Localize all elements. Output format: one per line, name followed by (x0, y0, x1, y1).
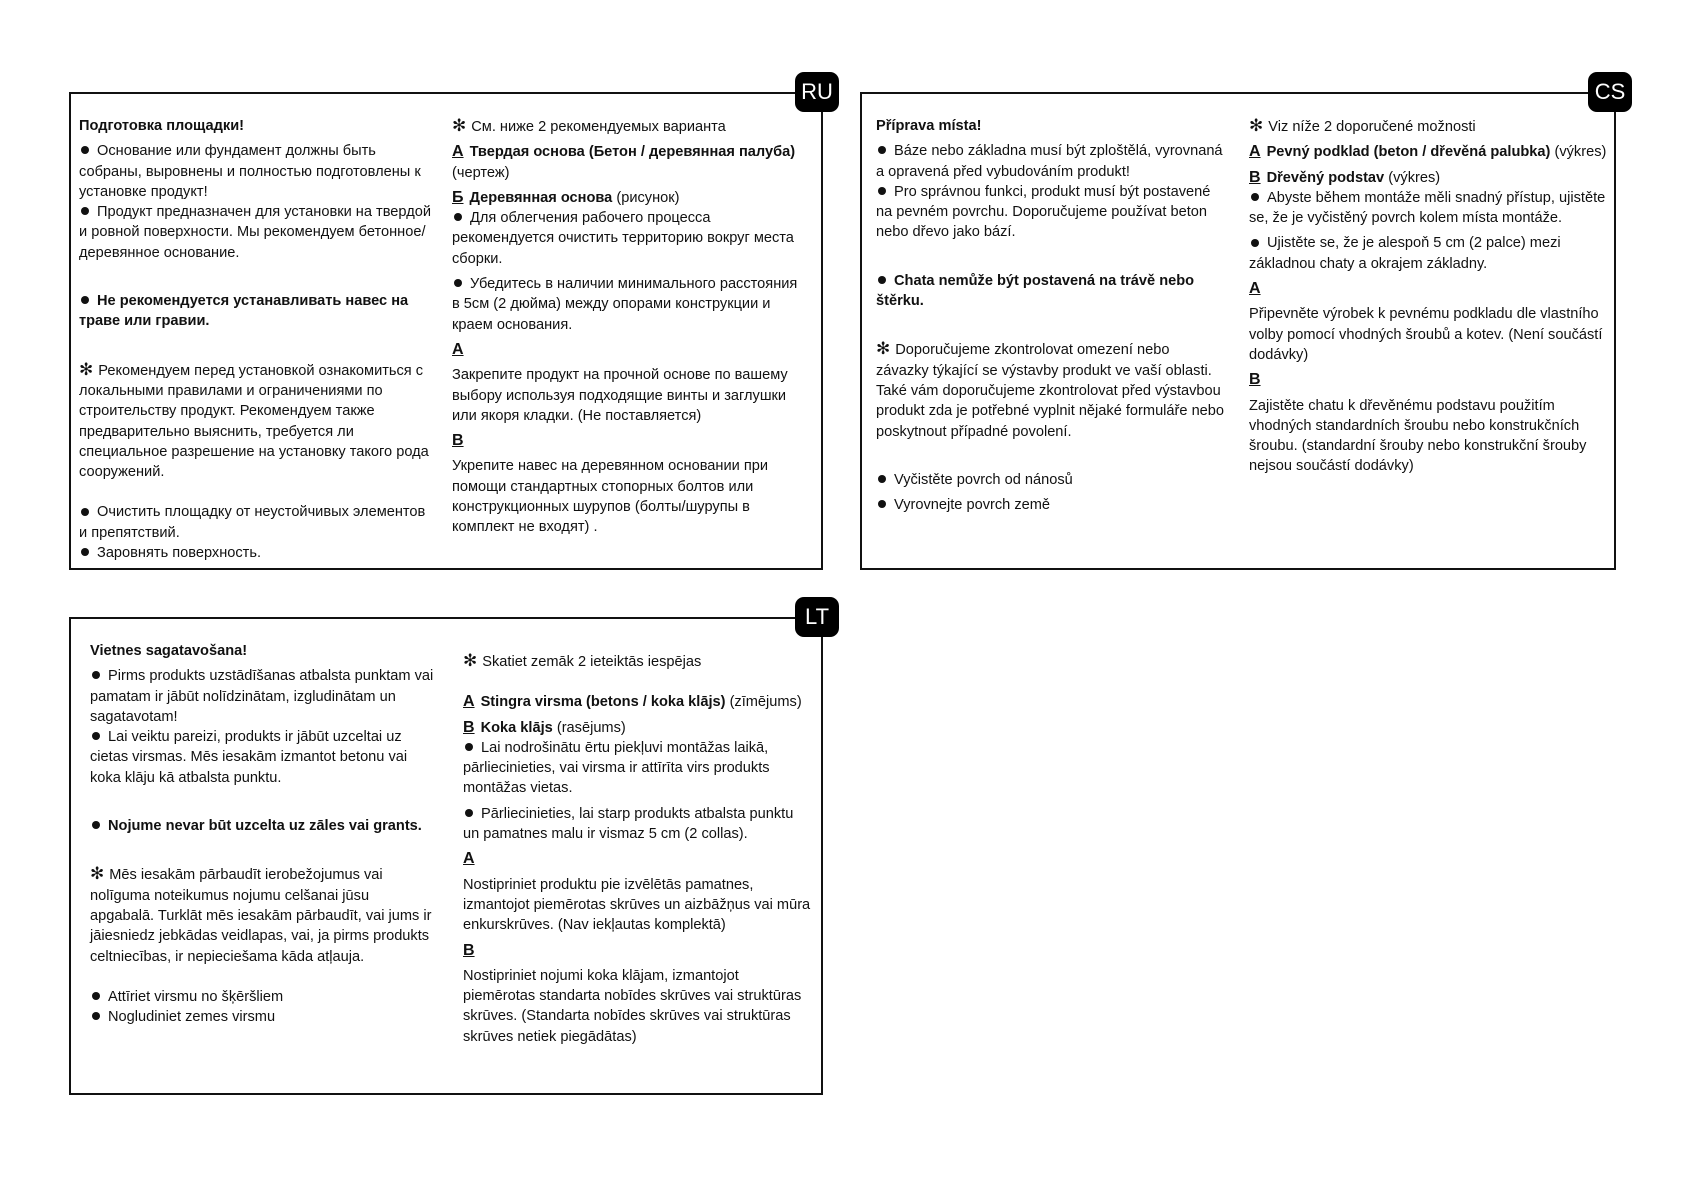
bullet-item: Основание или фундамент должны быть собраны, выровнены и полностью подготовлены к установке продукт! (79, 143, 421, 200)
section-a-heading: A (1249, 280, 1261, 298)
bullet-icon (878, 500, 886, 508)
section-a-heading: A (463, 850, 475, 868)
bullet-item: Pārliecinieties, lai starp produkts atbalsta punktu un pamatnes malu ir vismaz 5 cm (2 collas). (463, 805, 794, 843)
section-b-text: Укрепите навес на деревянном основании при помощи стандартных стопорных болтов или конструкционных шурупов (болты/шурупы в комплект не входят) . (452, 458, 769, 536)
warning-text: Nojume nevar būt uzcelta uz zāles vai grants. (90, 816, 435, 836)
bullet-icon (1251, 193, 1259, 201)
bullet-item: Очистить площадку от неустойчивых элементов и препятствий. (79, 504, 426, 541)
option-b: B Dřevěný podstav (výkres) (1249, 168, 1441, 186)
bullet-item: Abyste během montáže měli snadný přístup, ujistěte se, že je vyčistěný povrch kolem místa montáže. (1249, 189, 1606, 227)
bullet-icon (454, 213, 462, 221)
asterisk-icon: ✻ (876, 339, 891, 359)
option-b: Б Деревянная основа (рисунок) (452, 188, 680, 206)
option-a: A Pevný podklad (beton / dřevěná palubka) (výkres) (1249, 143, 1607, 161)
bullet-item: Убедитесь в наличии минимального расстояния в 5см (2 дюйма) между опорами конструкции и краем основания. (452, 276, 798, 333)
cs-panel (860, 79, 1626, 570)
language-badge: LT (795, 597, 839, 637)
ru-left-column (79, 116, 431, 563)
asterisk-icon: ✻ (452, 116, 467, 135)
bullet-item: Ujistěte se, že je alespoň 5 cm (2 palce) mezi základnou chaty a okrajem základny. (1249, 235, 1561, 272)
warning-text: Не рекомендуется устанавливать навес на траве или гравии. (79, 293, 409, 330)
bullet-item: Báze nebo základna musí být zploštělá, vyrovnaná a opravená před vybudováním produkt! (876, 143, 1223, 180)
warning-text: Chata nemůže být postavená na trávě nebo štěrku. (876, 272, 1195, 310)
lt-left-column (90, 641, 435, 1027)
lt-panel (69, 604, 830, 1095)
section-a-text: Nostipriniet produktu pie izvēlētās pamatnes, izmantojot piemērotas skrūves un aizbāžņus vai mūra enkurskrūves. (Nav iekļautas komplektā) (463, 876, 811, 934)
bullet-icon (878, 475, 886, 483)
bullet-item: Attīriet virsmu no šķēršliem (90, 987, 435, 1007)
bullet-item: Заровнять поверхность. (79, 543, 431, 563)
bullet-item: Lai veiktu pareizi, produkts ir jābūt uzceltai uz cietas virsmas. Mēs iesakām izmantot betonu vai koka klāju kā atbalsta punktu. (90, 729, 408, 786)
bullet-item: Pirms produkts uzstādīšanas atbalsta punktam vai pamatam ir jābūt nolīdzinātam, izgludinātam un sagatavotam! (90, 668, 434, 725)
bullet-icon (878, 187, 886, 195)
star-note: ✻ Doporučujeme zkontrolovat omezení nebo závazky týkající se výstavby produkt ve vaší oblasti. Také vám doporučujeme zkontrolovat před výstavbou produkt zda je potřebné vyplnit nějaké formuláře nebo poskytnout případné povolení. (876, 339, 1225, 440)
section-title: Подготовка площадки! (79, 118, 245, 134)
section-b-heading: B (1249, 371, 1261, 389)
lt-right-column (463, 651, 813, 1047)
bullet-icon (465, 809, 473, 817)
bullet-icon (81, 146, 89, 154)
cs-left-column (876, 116, 1226, 515)
ru-panel (69, 79, 833, 570)
bullet-icon (878, 276, 886, 284)
bullet-icon (81, 508, 89, 516)
bullet-icon (81, 207, 89, 215)
section-a-heading: A (452, 340, 464, 358)
asterisk-icon: ✻ (1249, 116, 1264, 135)
section-b-heading: B (463, 941, 475, 959)
ru-right-column (452, 116, 809, 538)
bullet-item: Для облегчения рабочего процесса рекомендуется очистить территорию вокруг места сборки. (452, 210, 794, 267)
bullet-icon (878, 146, 886, 154)
section-b-text: Nostipriniet nojumi koka klājam, izmantojot piemērotas standarta nobīdes skrūves vai struktūras skrūves. (Standarta nobīdes skrūves vai struktūras skrūves netiek piegādātas) (463, 967, 802, 1045)
bullet-icon (92, 1012, 100, 1020)
bullet-item: Lai nodrošinātu ērtu piekļuvi montāžas laikā, pārliecinieties, vai virsma ir attīrīta virs produkts montāžas vietas. (463, 739, 770, 797)
bullet-item: Nogludiniet zemes virsmu (90, 1007, 435, 1027)
star-note: ✻ Mēs iesakām pārbaudīt ierobežojumus vai nolīguma noteikumus nojumu celšanai jūsu apgabalā. Turklāt mēs iesakām pārbaudīt, vai jums ir jāiesniedz jebkādas veidlapas, vai, ja pirms produkts celtniecības, ir nepieciešama kāda atļauja. (90, 864, 432, 965)
bullet-icon (92, 821, 100, 829)
bullet-icon (92, 732, 100, 740)
language-badge: RU (795, 72, 839, 112)
section-title: Příprava místa! (876, 118, 982, 134)
asterisk-icon: ✻ (90, 864, 105, 884)
asterisk-icon: ✻ (463, 651, 478, 670)
section-b-heading: B (452, 432, 464, 450)
bullet-icon (92, 992, 100, 1000)
bullet-icon (1251, 239, 1259, 247)
option-b: B Koka klājs (rasējums) (463, 718, 626, 736)
section-a-text: Закрепите продукт на прочной основе по вашему выбору используя подходящие винты и заглушки или якоря кладки. (Не поставляется) (452, 367, 788, 424)
star-note: ✻ Рекомендуем перед установкой ознакомиться с локальными правилами и ограничениями по строительству продукт. Рекомендуем также предварительно выяснить, требуется ли специальное разрешение на установку такого рода сооружений. (79, 359, 429, 481)
bullet-icon (81, 548, 89, 556)
bullet-icon (465, 743, 473, 751)
section-b-text: Zajistěte chatu k dřevěnému podstavu použitím vhodných standardních šroubu nebo konstrukčních šroubu. (standardní šrouby nebo konstrukční šrouby nejsou součástí dodávky) (1249, 397, 1587, 475)
options-intro: ✻ Viz níže 2 doporučené možnosti (1249, 116, 1476, 135)
bullet-icon (92, 671, 100, 679)
options-intro: ✻ См. ниже 2 рекомендуемых варианта (452, 116, 726, 135)
section-a-text: Připevněte výrobek k pevnému podkladu dle vlastního volby pomocí vhodných šroubů a kotev. (Není součástí dodávky) (1249, 306, 1603, 363)
option-a: A Stingra virsma (betons / koka klājs) (zīmējums) (463, 693, 802, 711)
bullet-item: Vyčistěte povrch od nánosů (876, 470, 1226, 490)
option-a: А Твердая основа (Бетон / деревянная палуба) (чертеж) (452, 143, 796, 181)
section-title: Vietnes sagatavošana! (90, 643, 248, 659)
asterisk-icon: ✻ (79, 359, 94, 379)
bullet-item: Pro správnou funkci, produkt musí být postavené na pevném povrchu. Doporučujeme používat beton nebo dřevo jako bází. (876, 183, 1211, 241)
bullet-icon (454, 279, 462, 287)
bullet-item: Vyrovnejte povrch země (876, 495, 1226, 515)
bullet-icon (81, 296, 89, 304)
language-badge: CS (1588, 72, 1632, 112)
options-intro: ✻ Skatiet zemāk 2 ieteiktās iespējas (463, 651, 702, 670)
cs-right-column (1249, 116, 1607, 477)
bullet-item: Продукт предназначен для установки на твердой и ровной поверхности. Мы рекомендуем бетонное/деревянное основание. (79, 204, 431, 261)
